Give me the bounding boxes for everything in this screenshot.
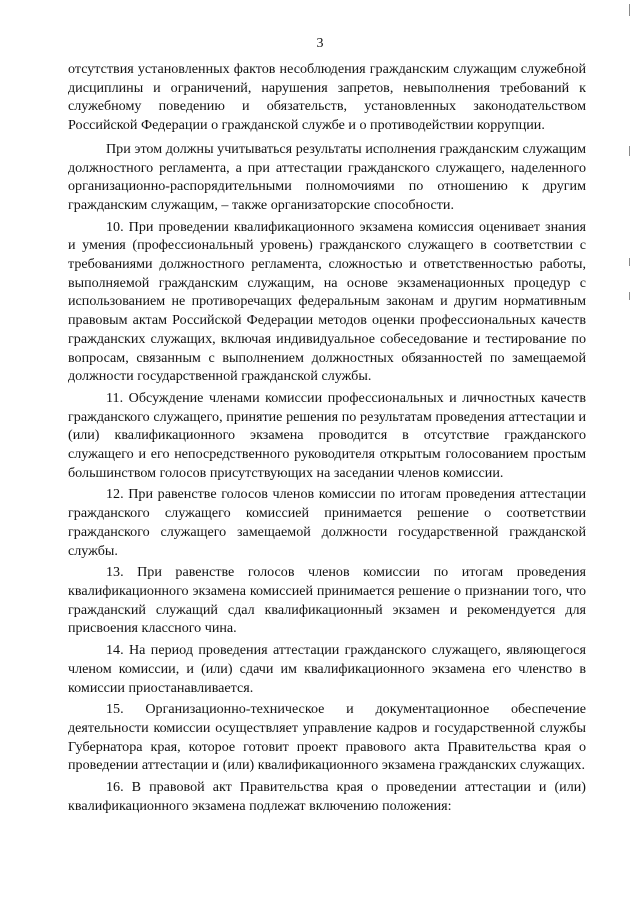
paragraph-10: 10. При проведении квалификационного экзамена комиссия оценивает знания и умения (профессиональный уровень) гражданского служащего в соответствии с требованиями должностного регламента, сложностью и ответственностью работы, выполняемой гражданским служащим, на основе экзаменационных процедур с использованием не противоречащих федеральным законам и другим нормативным правовым актам Российской Федерации методов оценки профессиональных качеств гражданских служащих, включая индивидуальное собеседование и тестирование по вопросам, связанным с выполнением должностных обязанностей по замещаемой должности государственной гражданской службы.: [68, 218, 586, 385]
paragraph-continuation: отсутствия установленных фактов несоблюдения гражданским служащим служебной дисциплины и ограничений, нарушения запретов, невыполнения требований к служебному поведению и обязательств, установленных законодательством Российской Федерации о гражданской службе и о противодействии коррупции.: [68, 61, 586, 134]
paragraph-12: 12. При равенстве голосов членов комиссии по итогам проведения аттестации гражданского служащего комиссией принимается решение о соответствии гражданского служащего замещаемой должности государственной гражданской службы.: [68, 486, 586, 559]
paragraph-14: 14. На период проведения аттестации гражданского служащего, являющегося членом комиссии, и (или) сдачи им квалификационного экзамена его членство в комиссии приостанавливается.: [68, 642, 586, 696]
scan-edge-mark: [629, 258, 630, 266]
paragraph-performance-results: При этом должны учитываться результаты исполнения гражданским служащим должностного регламента, а при аттестации гражданского служащего, наделенного организационно-распорядительными полномочиями по отношению к другим гражданским служащим, – также организаторские способности.: [68, 140, 586, 213]
scan-edge-mark: [629, 146, 630, 156]
paragraph-15: 15. Организационно-техническое и документационное обеспечение деятельности комиссии осуществляет управление кадров и государственной службы Губернатора края, которое готовит проект правового акта Правительства края о проведении аттестации и (или) квалификационного экзамена гражданских служащих.: [68, 701, 586, 774]
scan-edge-mark: [629, 4, 630, 16]
scan-edge-mark: [629, 292, 630, 300]
paragraph-13: 13. При равенстве голосов членов комиссии по итогам проведения квалификационного экзамена комиссией принимается решение о признании того, что гражданский служащий сдал квалификационный экзамен и рекомендуется для присвоения классного чина.: [68, 564, 586, 637]
paragraph-16: 16. В правовой акт Правительства края о проведении аттестации и (или) квалификационного экзамена подлежат включению положения:: [68, 779, 586, 814]
document-body: [68, 60, 586, 818]
page-number: 3: [316, 36, 324, 51]
paragraph-11: 11. Обсуждение членами комиссии профессиональных и личностных качеств гражданского служащего, принятие решения по результатам проведения аттестации и (или) квалификационного экзамена проводится в отсутствие гражданского служащего и его непосредственного руководителя открытым голосованием простым большинством голосов присутствующих на заседании членов комиссии.: [68, 389, 586, 481]
